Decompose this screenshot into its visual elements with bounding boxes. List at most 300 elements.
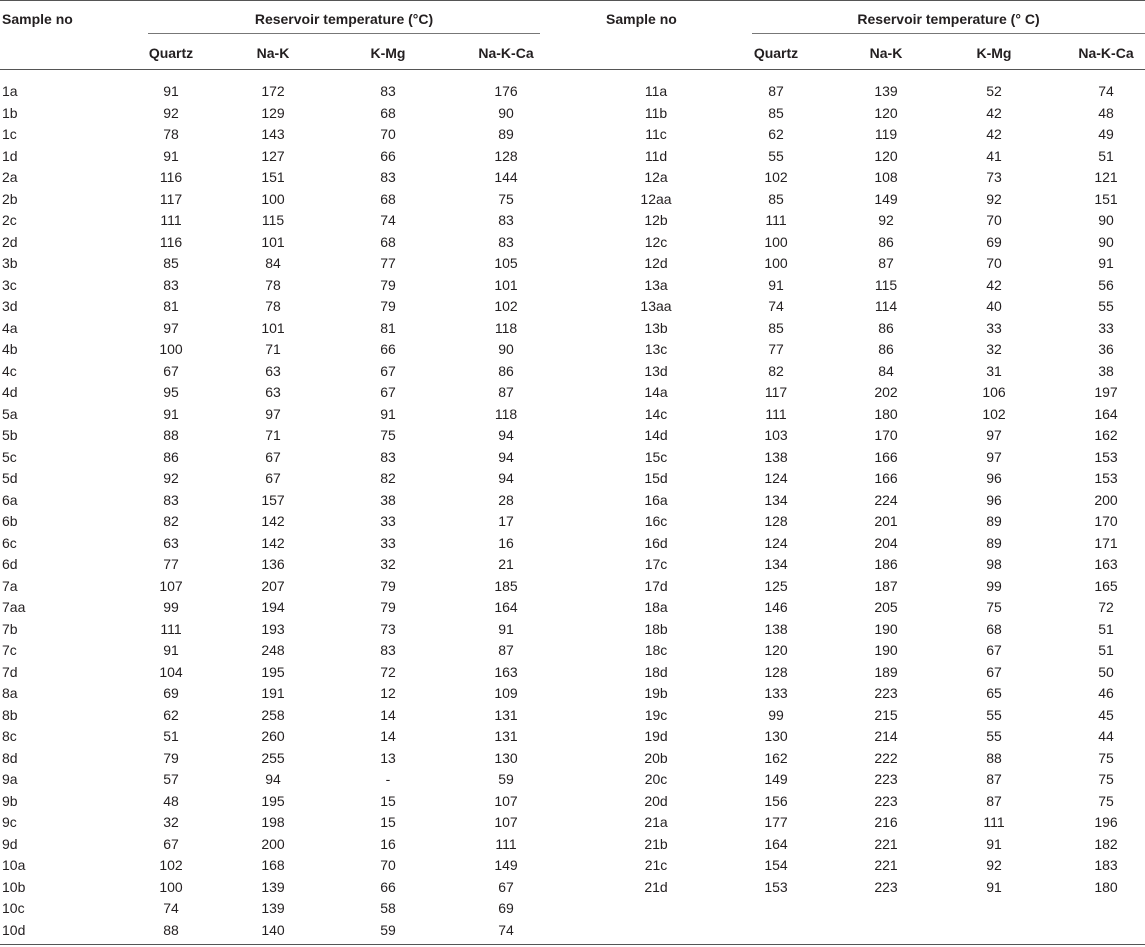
table-cell: 139: [261, 900, 285, 916]
table-cell: 70: [380, 126, 396, 142]
table-cell: 131: [494, 728, 518, 744]
table-cell: 96: [986, 470, 1002, 486]
table-cell: 63: [163, 534, 179, 551]
table-cell: 5d: [2, 470, 18, 486]
table-cell: 2c: [2, 212, 17, 228]
table-cell: 48: [163, 792, 179, 809]
table-cell: 13b: [644, 319, 668, 336]
table-cell: 3d: [2, 298, 18, 314]
table-cell: 13: [380, 749, 396, 766]
table-cell: 190: [874, 642, 898, 658]
table-cell: 90: [1098, 233, 1114, 250]
table-cell: 151: [261, 169, 285, 185]
right-col-nak-header: Na-K: [869, 45, 903, 61]
table-cell: 55: [986, 728, 1002, 744]
table-cell: 78: [163, 126, 179, 142]
table-cell: 9b: [2, 792, 18, 809]
table-cell: 75: [1098, 792, 1114, 809]
table-cell: 15c: [644, 448, 668, 465]
table-cell: 21: [498, 556, 514, 572]
table-bottom-rule: [0, 944, 1145, 945]
table-cell: 166: [874, 448, 898, 465]
table-cell: 83: [498, 233, 514, 250]
table-cell: 7b: [2, 620, 18, 637]
table-cell: 7aa: [2, 599, 26, 615]
table-cell: 31: [986, 362, 1002, 379]
table-cell: 75: [986, 599, 1002, 615]
table-cell: 115: [261, 212, 285, 228]
table-cell: 38: [1098, 362, 1114, 379]
table-cell: 87: [986, 792, 1002, 809]
table-cell: 83: [163, 276, 179, 293]
table-cell: 91: [163, 83, 179, 99]
table-cell: 196: [1094, 814, 1118, 830]
table-cell: 139: [874, 83, 898, 99]
table-cell: 12c: [644, 233, 668, 250]
table-cell: 7c: [2, 642, 17, 658]
table-cell: 223: [874, 878, 898, 895]
table-cell: 87: [986, 771, 1002, 787]
table-cell: 66: [380, 878, 396, 895]
table-cell: 42: [986, 276, 1002, 293]
table-cell: 11d: [644, 147, 668, 164]
table-cell: 86: [878, 233, 894, 250]
table-cell: 16d: [644, 534, 668, 551]
table-cell: 44: [1098, 728, 1114, 744]
table-cell: 6b: [2, 513, 18, 529]
table-cell: 200: [1094, 491, 1118, 508]
table-cell: 111: [495, 835, 517, 852]
table-cell: 204: [874, 534, 898, 551]
table-cell: 151: [1094, 190, 1118, 207]
table-cell: 21d: [644, 878, 668, 895]
table-cell: 91: [163, 642, 179, 658]
table-cell: 20d: [644, 792, 668, 809]
table-cell: 115: [874, 276, 898, 293]
table-cell: 177: [764, 814, 788, 830]
table-cell: 180: [1094, 878, 1118, 895]
table-cell: 16: [498, 534, 514, 551]
table-cell: 4a: [2, 319, 18, 336]
table-cell: 100: [764, 255, 788, 271]
table-cell: 85: [768, 319, 784, 336]
table-cell: 195: [261, 792, 285, 809]
table-cell: 91: [163, 405, 179, 422]
table-cell: 171: [1094, 534, 1118, 551]
table-cell: 87: [768, 83, 784, 99]
table-cell: 51: [1098, 620, 1114, 637]
table-cell: 83: [380, 448, 396, 465]
table-cell: 221: [874, 857, 898, 873]
table-cell: 100: [159, 341, 183, 357]
table-cell: 20b: [644, 749, 668, 766]
table-cell: 51: [1098, 642, 1114, 658]
table-cell: 1a: [2, 83, 18, 99]
table-cell: 74: [163, 900, 179, 916]
table-cell: 75: [1098, 771, 1114, 787]
table-cell: 102: [982, 405, 1006, 422]
table-cell: 130: [764, 728, 788, 744]
table-cell: 41: [986, 147, 1002, 164]
table-cell: 68: [380, 104, 396, 121]
table-cell: 36: [1098, 341, 1114, 357]
table-cell: 255: [261, 749, 285, 766]
table-cell: 79: [380, 276, 396, 293]
table-cell: 144: [494, 169, 518, 185]
table-cell: 33: [986, 319, 1002, 336]
table-cell: 111: [160, 212, 182, 228]
table-cell: 258: [261, 706, 285, 723]
table-cell: 223: [874, 685, 898, 701]
table-cell: 91: [380, 405, 396, 422]
table-cell: 111: [983, 814, 1005, 830]
table-cell: 186: [874, 556, 898, 572]
table-cell: 63: [265, 362, 281, 379]
table-cell: 100: [764, 233, 788, 250]
right-kmg-column: [956, 81, 1032, 898]
table-cell: 128: [764, 513, 788, 529]
table-cell: 73: [986, 169, 1002, 185]
table-cell: 11b: [644, 104, 668, 121]
table-cell: 100: [261, 190, 285, 207]
table-cell: 14a: [644, 384, 668, 400]
table-cell: 168: [261, 857, 285, 873]
table-cell: 15: [380, 814, 396, 830]
table-cell: 153: [1094, 470, 1118, 486]
table-cell: 111: [160, 620, 182, 637]
table-cell: 14: [380, 728, 396, 744]
table-cell: 20c: [644, 771, 668, 787]
table-cell: 68: [380, 233, 396, 250]
table-cell: 106: [982, 384, 1006, 400]
table-cell: 104: [159, 663, 183, 680]
table-cell: 62: [163, 706, 179, 723]
right-col-kmg-header: K-Mg: [976, 45, 1012, 61]
left-col-kmg-header: K-Mg: [370, 45, 406, 61]
table-cell: 6a: [2, 491, 18, 508]
table-cell: 48: [1098, 104, 1114, 121]
table-cell: 4b: [2, 341, 18, 357]
table-cell: 17d: [644, 577, 668, 594]
table-cell: 201: [874, 513, 898, 529]
table-cell: 2d: [2, 233, 18, 250]
table-cell: 189: [874, 663, 898, 680]
table-cell: 154: [764, 857, 788, 873]
table-cell: 15d: [644, 470, 668, 486]
table-cell: 88: [986, 749, 1002, 766]
table-cell: 18a: [644, 599, 668, 615]
table-cell: 77: [163, 556, 179, 572]
table-cell: 2a: [2, 169, 18, 185]
table-cell: 69: [986, 233, 1002, 250]
table-cell: 224: [874, 491, 898, 508]
table-cell: 71: [265, 427, 281, 443]
table-cell: 101: [261, 319, 285, 336]
table-cell: 116: [159, 233, 183, 250]
table-cell: 74: [1098, 83, 1114, 99]
table-cell: 130: [494, 749, 518, 766]
table-cell: 94: [498, 470, 514, 486]
table-cell: 9d: [2, 835, 18, 852]
table-cell: 63: [265, 384, 281, 400]
table-cell: 83: [163, 491, 179, 508]
table-cell: 67: [265, 448, 281, 465]
table-cell: 221: [874, 835, 898, 852]
right-quartz-column: [738, 81, 814, 898]
table-cell: 69: [163, 685, 179, 701]
table-cell: 9a: [2, 771, 18, 787]
table-cell: 15: [380, 792, 396, 809]
table-cell: 97: [986, 427, 1002, 443]
table-cell: 131: [494, 706, 518, 723]
table-cell: 92: [986, 857, 1002, 873]
table-cell: 67: [163, 835, 179, 852]
left-nak-column: [235, 81, 311, 941]
table-cell: 89: [986, 513, 1002, 529]
table-cell: 96: [986, 491, 1002, 508]
table-cell: 11a: [644, 83, 668, 99]
table-cell: 8a: [2, 685, 18, 701]
table-cell: 97: [986, 448, 1002, 465]
table-cell: 187: [874, 577, 898, 594]
table-cell: 28: [498, 491, 514, 508]
table-cell: 114: [874, 298, 898, 314]
table-cell: 92: [986, 190, 1002, 207]
table-cell: 67: [265, 470, 281, 486]
table-cell: 62: [768, 126, 784, 142]
table-cell: 176: [494, 83, 518, 99]
table-cell: 84: [265, 255, 281, 271]
table-cell: 46: [1098, 685, 1114, 701]
table-cell: 79: [380, 599, 396, 615]
table-cell: 56: [1098, 276, 1114, 293]
table-cell: 10a: [2, 857, 26, 873]
table-cell: 118: [494, 319, 518, 336]
table-cell: 75: [498, 190, 514, 207]
table-cell: 124: [764, 534, 788, 551]
table-cell: 90: [1098, 212, 1114, 228]
table-cell: 55: [768, 147, 784, 164]
table-cell: 19b: [644, 685, 668, 701]
table-cell: 248: [261, 642, 285, 658]
table-cell: 21a: [644, 814, 668, 830]
left-quartz-column: [133, 81, 209, 941]
table-cell: 107: [494, 792, 518, 809]
table-cell: 10c: [2, 900, 25, 916]
table-cell: 81: [163, 298, 179, 314]
table-cell: 86: [878, 341, 894, 357]
table-cell: 163: [1094, 556, 1118, 572]
table-cell: 194: [261, 599, 285, 615]
table-cell: 139: [261, 878, 285, 895]
table-cell: 79: [163, 749, 179, 766]
table-cell: 88: [163, 427, 179, 443]
table-cell: 215: [874, 706, 898, 723]
table-cell: 117: [159, 190, 183, 207]
right-sample-column: [618, 81, 694, 898]
table-cell: 125: [764, 577, 788, 594]
table-cell: 108: [874, 169, 898, 185]
table-cell: 9c: [2, 814, 17, 830]
table-cell: 42: [986, 126, 1002, 142]
table-cell: 3c: [2, 276, 17, 293]
table-cell: 99: [163, 599, 179, 615]
table-cell: 49: [1098, 126, 1114, 142]
table-cell: 32: [163, 814, 179, 830]
table-cell: 67: [380, 384, 396, 400]
table-cell: 128: [494, 147, 518, 164]
table-cell: 128: [764, 663, 788, 680]
table-cell: 66: [380, 341, 396, 357]
table-cell: 98: [986, 556, 1002, 572]
left-col-quartz-header: Quartz: [148, 45, 194, 61]
table-cell: 118: [494, 405, 518, 422]
table-cell: 92: [163, 470, 179, 486]
table-cell: 109: [494, 685, 518, 701]
table-cell: 70: [986, 255, 1002, 271]
table-cell: 82: [163, 513, 179, 529]
table-cell: 92: [163, 104, 179, 121]
table-cell: 18d: [644, 663, 668, 680]
table-cell: 91: [498, 620, 514, 637]
table-cell: 18c: [644, 642, 668, 658]
table-cell: 81: [380, 319, 396, 336]
table-cell: 165: [1094, 577, 1118, 594]
table-cell: 18b: [644, 620, 668, 637]
table-cell: 19c: [644, 706, 668, 723]
table-cell: 12a: [644, 169, 668, 185]
table-cell: 67: [163, 362, 179, 379]
table-cell: 12d: [644, 255, 668, 271]
table-cell: 146: [764, 599, 788, 615]
table-cell: 21c: [644, 857, 668, 873]
table-cell: 120: [764, 642, 788, 658]
table-cell: 136: [261, 556, 285, 572]
table-cell: 12aa: [640, 190, 672, 207]
table-cell: 121: [1094, 169, 1118, 185]
table-cell: 59: [498, 771, 514, 787]
table-cell: 124: [764, 470, 788, 486]
table-cell: 78: [265, 276, 281, 293]
table-cell: 17c: [644, 556, 668, 572]
table-cell: 57: [163, 771, 179, 787]
table-cell: 85: [768, 104, 784, 121]
table-cell: 38: [380, 491, 396, 508]
table-cell: 156: [764, 792, 788, 809]
table-cell: 172: [261, 83, 285, 99]
table-cell: 14d: [644, 427, 668, 443]
table-cell: 90: [498, 341, 514, 357]
table-cell: 10b: [2, 878, 26, 895]
left-header-subrule: [148, 33, 540, 34]
table-cell: 14c: [644, 405, 668, 422]
left-kmg-column: [350, 81, 426, 941]
table-cell: 92: [878, 212, 894, 228]
table-cell: 198: [261, 814, 285, 830]
table-cell: 97: [265, 405, 281, 422]
table-cell: 69: [498, 900, 514, 916]
table-cell: 164: [1094, 405, 1118, 422]
table-cell: 216: [874, 814, 898, 830]
table-cell: 260: [261, 728, 285, 744]
table-cell: 21b: [644, 835, 668, 852]
table-cell: 86: [498, 362, 514, 379]
table-cell: 149: [874, 190, 898, 207]
table-cell: 94: [498, 427, 514, 443]
table-cell: 59: [380, 921, 396, 938]
table-cell: 197: [1094, 384, 1118, 400]
table-cell: 149: [494, 857, 518, 873]
table-cell: 91: [163, 147, 179, 164]
table-cell: 86: [163, 448, 179, 465]
table-cell: 77: [768, 341, 784, 357]
table-cell: 89: [498, 126, 514, 142]
table-cell: 102: [494, 298, 518, 314]
table-cell: 42: [986, 104, 1002, 121]
table-cell: 200: [261, 835, 285, 852]
table-cell: 19d: [644, 728, 668, 744]
table-cell: 51: [163, 728, 179, 744]
table-cell: 3b: [2, 255, 18, 271]
table-cell: 129: [261, 104, 285, 121]
table-cell: 111: [765, 212, 787, 228]
table-cell: 5b: [2, 427, 18, 443]
right-nakca-column: [1068, 81, 1144, 898]
table-cell: 4d: [2, 384, 18, 400]
table-cell: 163: [494, 663, 518, 680]
table-cell: 16: [380, 835, 396, 852]
right-col-quartz-header: Quartz: [753, 45, 799, 61]
table-cell: 102: [159, 857, 183, 873]
table-cell: 143: [261, 126, 285, 142]
table-cell: 99: [986, 577, 1002, 594]
right-group-header: Reservoir temperature (° C): [857, 11, 1040, 27]
table-cell: 94: [265, 771, 281, 787]
table-cell: 1b: [2, 104, 18, 121]
table-cell: 100: [159, 878, 183, 895]
table-cell: 222: [874, 749, 898, 766]
table-cell: 164: [494, 599, 518, 615]
table-cell: 32: [986, 341, 1002, 357]
table-cell: 142: [261, 534, 285, 551]
table-cell: 73: [380, 620, 396, 637]
table-cell: 85: [768, 190, 784, 207]
table-cell: 33: [380, 513, 396, 529]
table-cell: 74: [380, 212, 396, 228]
table-cell: 74: [768, 298, 784, 314]
left-col-nakca-header: Na-K-Ca: [478, 45, 534, 61]
table-cell: 14: [380, 706, 396, 723]
right-col-nakca-header: Na-K-Ca: [1078, 45, 1134, 61]
table-cell: 91: [768, 276, 784, 293]
table-cell: 74: [498, 921, 514, 938]
table-cell: 134: [764, 556, 788, 572]
table-cell: 82: [768, 362, 784, 379]
table-cell: 13aa: [640, 298, 672, 314]
header-bottom-rule: [0, 69, 1145, 70]
table-cell: 8c: [2, 728, 17, 744]
table-cell: 193: [261, 620, 285, 637]
table-cell: 91: [1098, 255, 1114, 271]
table-cell: 88: [163, 921, 179, 938]
table-cell: 67: [986, 642, 1002, 658]
table-cell: 89: [986, 534, 1002, 551]
table-cell: 202: [874, 384, 898, 400]
table-cell: 1d: [2, 147, 18, 164]
table-cell: 119: [874, 126, 898, 142]
table-cell: 205: [874, 599, 898, 615]
table-cell: 153: [1094, 448, 1118, 465]
